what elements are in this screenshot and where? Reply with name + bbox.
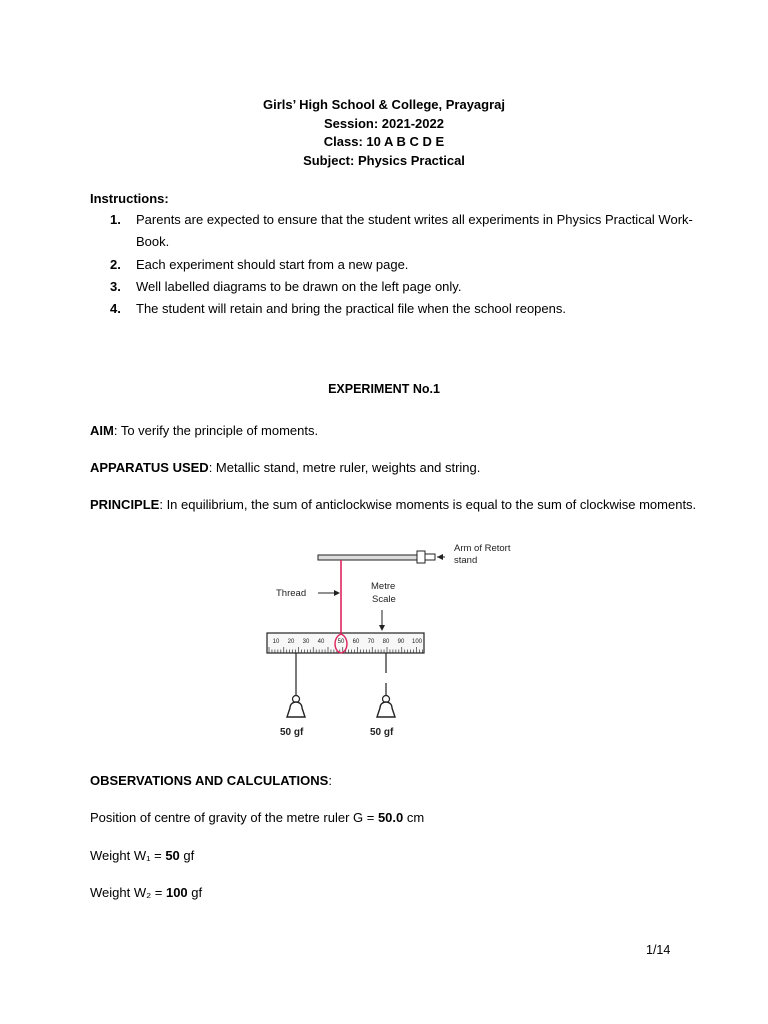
tick-label: 60 [352,639,360,645]
aim-text: : To verify the principle of moments. [113,423,319,438]
instruction-number: 2. [110,256,121,272]
thread-label: Thread [276,588,307,599]
instruction-number: 4. [110,301,121,317]
tick-label: 10 [272,639,280,645]
right-weight-label: 50 gf [370,727,394,738]
right-hanger-weight [377,653,395,717]
aim-label: AIM [90,423,114,438]
instruction-text: Parents are expected to ensure that the student writes all experiments in Physics Practical Work-Book. [136,212,693,250]
tick-label: 100 [411,639,423,645]
tick-label: 70 [367,639,375,645]
apparatus-label: APPARATUS USED [90,460,209,475]
instruction-item [110,209,700,254]
instruction-number: 3. [110,278,121,294]
session: Session: 2021-2022 [324,115,444,131]
observations-colon: : [328,773,332,788]
principle-paragraph [90,496,710,514]
instruction-item [110,298,700,320]
left-hanger-weight [287,653,305,717]
principle-of-moments-diagram [262,533,532,743]
tick-label: 20 [287,639,295,645]
arm-label-line2: stand [454,555,478,566]
w1-prefix: Weight W₁ = [90,848,166,863]
school-name: Girls’ High School & College, Prayagraj [262,97,505,112]
observations-heading [90,772,710,790]
tick-label: 80 [382,639,390,645]
thread-arrow [318,590,340,596]
g-value: 50.0 [377,810,404,825]
page-number: 1/14 [646,943,671,957]
w2-prefix: Weight W₂ = [90,885,166,900]
g-prefix: Position of centre of gravity of the metre ruler G = [90,810,378,825]
instruction-text: Each experiment should start from a new page. [136,256,409,272]
instruction-number: 1. [110,212,121,227]
weight-w2-line [90,884,710,902]
apparatus-paragraph [90,459,710,477]
principle-label: PRINCIPLE [90,497,160,512]
document-header [0,96,768,170]
w1-value: 50 [165,848,180,863]
scale-arrow [379,610,385,631]
instruction-text: The student will retain and bring the practical file when the school reopens. [136,301,566,317]
retort-arm [318,551,445,563]
w1-unit: gf [179,848,195,863]
principle-text: : In equilibrium, the sum of anticlockwise moments is equal to the sum of clockwise moments. [159,497,697,512]
g-unit: cm [403,810,425,825]
tick-label: 30 [302,639,310,645]
observations-title: OBSERVATIONS AND CALCULATIONS [90,773,329,788]
w2-unit: gf [187,885,203,900]
instruction-text: Well labelled diagrams to be drawn on the left page only. [136,278,462,294]
scale-label-line2: Scale [372,594,396,605]
tick-label: 40 [317,639,325,645]
tick-label: 90 [397,639,405,645]
instructions-list [110,209,700,320]
aim-paragraph [90,422,710,440]
experiment-title: EXPERIMENT No.1 [328,382,440,396]
weight-w1-line [90,847,710,865]
instruction-item [110,254,700,276]
apparatus-text: : Metallic stand, metre ruler, weights and string. [208,460,481,475]
tick-label: 50 [337,639,345,645]
class: Class: 10 A B C D E [323,134,445,149]
centre-of-gravity-line [90,809,710,827]
subject: Subject: Physics Practical [303,152,465,168]
scale-label-line1: Metre [371,581,396,592]
left-weight-label: 50 gf [280,727,304,738]
instruction-item [110,276,700,298]
instructions-title: Instructions: [90,191,169,206]
w2-value: 100 [165,885,188,900]
arm-label-line1: Arm of Retort [454,543,511,554]
